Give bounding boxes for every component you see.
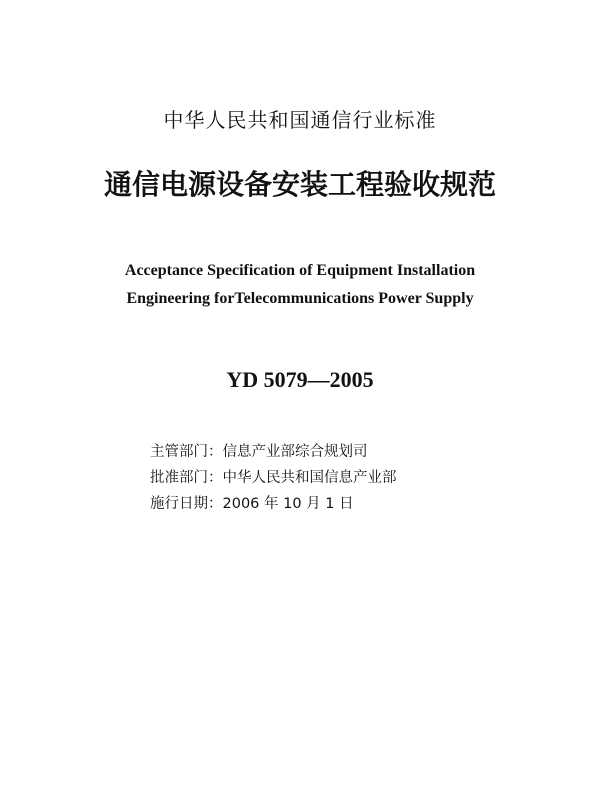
standard-type-heading: 中华人民共和国通信行业标准 xyxy=(163,108,437,132)
document-title-english-line-2: Engineering forTelecommunications Power Supply xyxy=(126,290,474,307)
approving-department: 批准部门：中华人民共和国信息产业部 xyxy=(150,470,397,486)
document-title-english-line-1: Acceptance Specification of Equipment Installation xyxy=(124,262,476,279)
effective-date: 施行日期：2006 年 10 月 1 日 xyxy=(150,496,354,512)
standard-number: YD 5079—2005 xyxy=(226,367,374,392)
responsible-department: 主管部门：信息产业部综合规划司 xyxy=(150,444,368,460)
publication-info xyxy=(150,440,397,518)
document-title-chinese: 通信电源设备安装工程验收规范 xyxy=(103,168,496,201)
